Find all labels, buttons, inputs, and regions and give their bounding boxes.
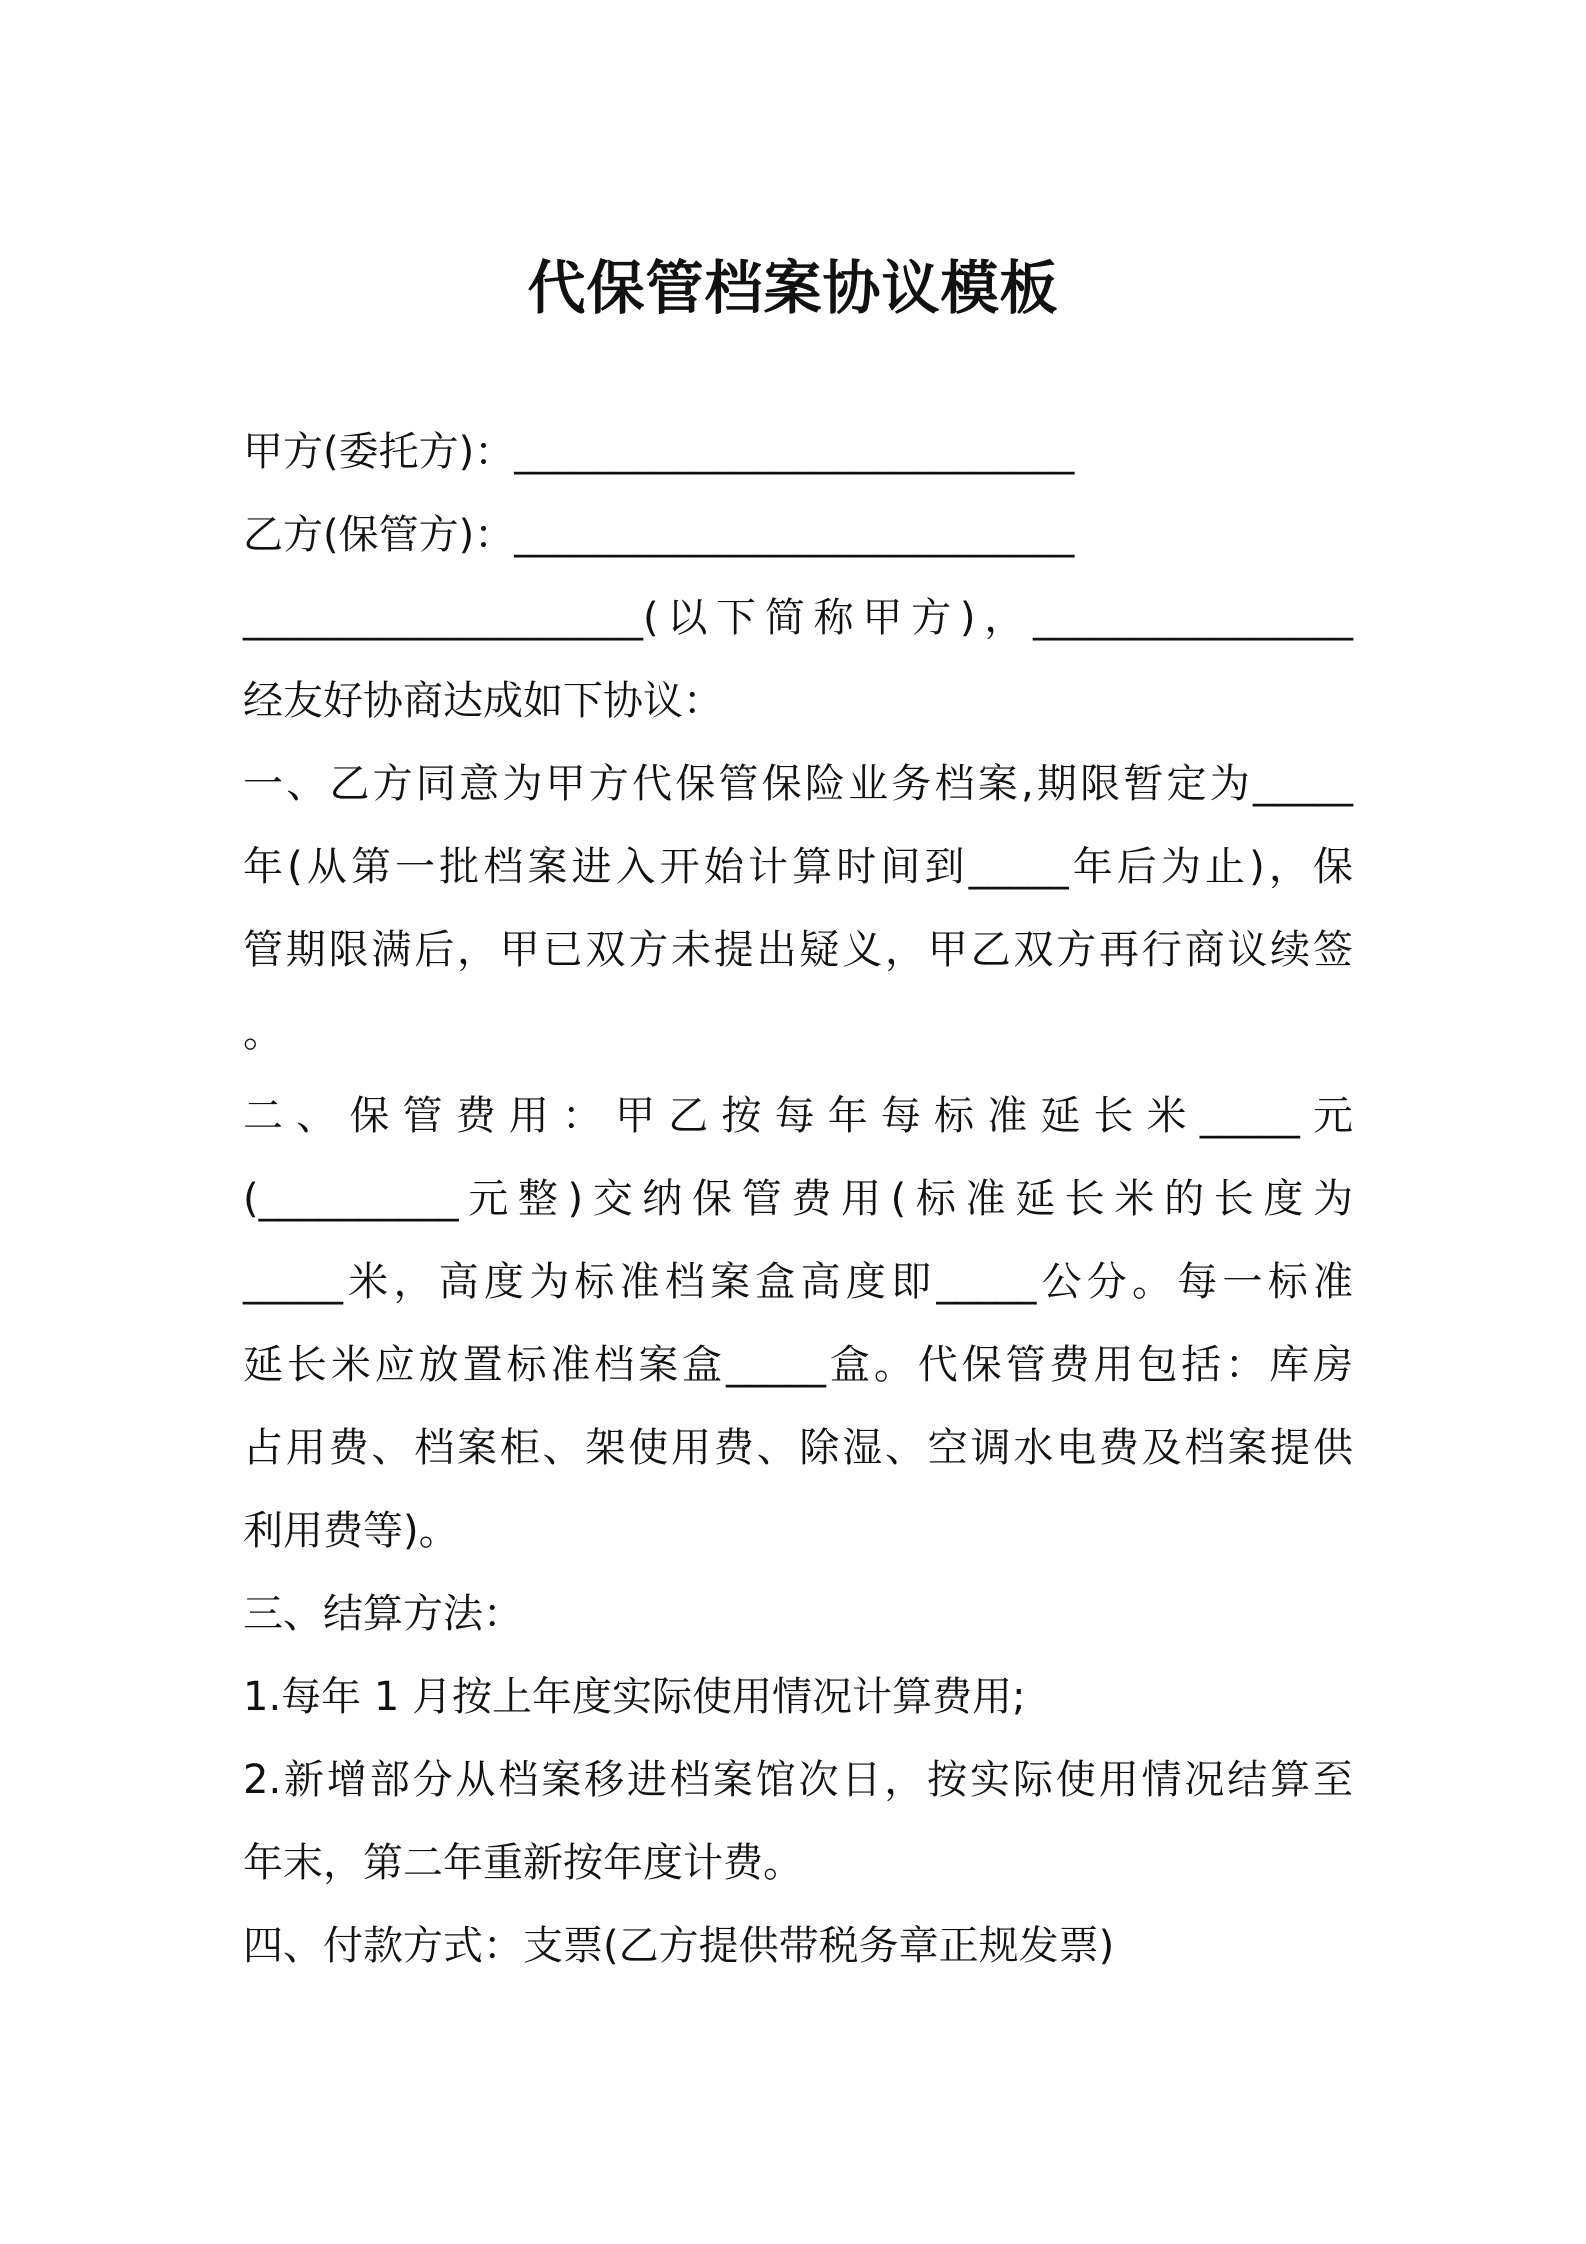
clause-2-line-2: (__________元整)交纳保管费用(标准延长米的长度为 [243,1176,1353,1222]
clause-3-item-2-line-1: 2.新增部分从档案移进档案馆次日，按实际使用情况结算至 [243,1757,1353,1803]
clause-1-line-3: 管期限满后，甲已双方未提出疑义，甲乙双方再行商议续签 [243,927,1353,973]
clause-2-line-4: 延长米应放置标准档案盒_____盒。代保管费用包括：库房 [243,1342,1353,1388]
clause-1-line-4: 。 [243,1010,283,1056]
party-b-line: 乙方(保管方)：____________________________ [243,512,1075,558]
clause-3-heading: 三、结算方法： [243,1591,523,1637]
clause-4-line: 四、付款方式：支票(乙方提供带税务章正规发票) [243,1923,1115,1969]
clause-3-item-2-line-2: 年末，第二年重新按年度计费。 [243,1840,803,1886]
clause-2-line-5: 占用费、档案柜、架使用费、除湿、空调水电费及档案提供 [243,1425,1353,1471]
clause-3-item-1: 1.每年 1 月按上年度实际使用情况计算费用; [243,1674,1026,1720]
party-a-line: 甲方(委托方)：____________________________ [243,429,1075,475]
clause-1-line-1: 一、乙方同意为甲方代保管保险业务档案,期限暂定为_____ [243,761,1353,807]
agreement-intro-line: 经友好协商达成如下协议： [243,678,723,724]
clause-2-line-1: 二、保管费用：甲乙按每年每标准延长米_____元 [243,1093,1353,1139]
party-a-alias-line: ____________________(以下简称甲方)，________________ [243,595,1353,641]
clause-2-line-6: 利用费等)。 [243,1508,459,1554]
clause-2-line-3: _____米，高度为标准档案盒高度即_____公分。每一标准 [243,1259,1353,1305]
clause-1-line-2: 年(从第一批档案进入开始计算时间到_____年后为止)，保 [243,844,1353,890]
document-title: 代保管档案协议模板 [527,254,1059,322]
